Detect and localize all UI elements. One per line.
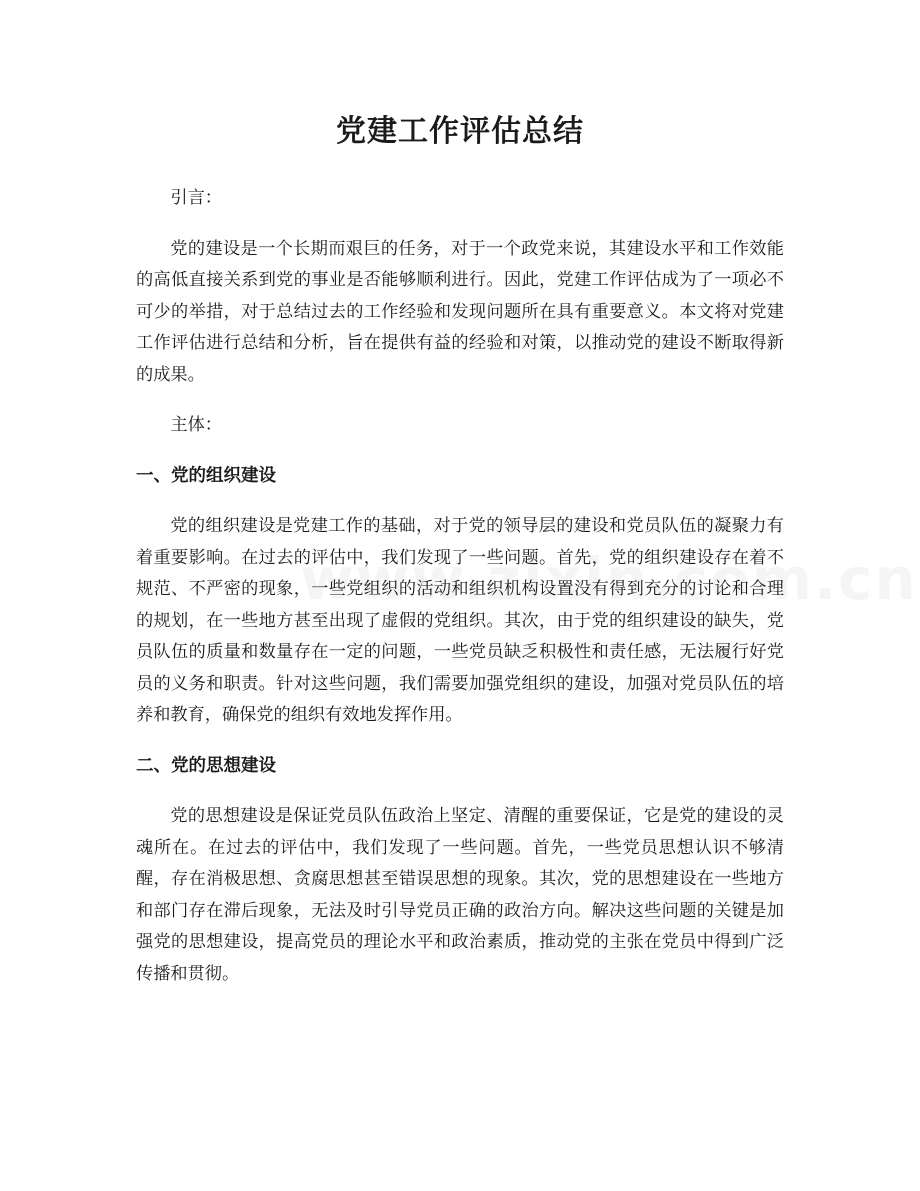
document-content xyxy=(136,108,784,1009)
intro-paragraph: 党的建设是一个长期而艰巨的任务，对于一个政党来说，其建设水平和工作效能的高低直接关系到党的事业是否能够顺利进行。因此，党建工作评估成为了一项必不可少的举措，对于总结过去的工作经验和发现问题所在具有重要意义。本文将对党建工作评估进行总结和分析，旨在提供有益的经验和对策，以推动党的建设不断取得新的成果。 xyxy=(136,238,784,385)
body-label: 主体： xyxy=(170,415,222,435)
section-paragraph-ideology: 党的思想建设是保证党员队伍政治上坚定、清醒的重要保证，它是党的建设的灵魂所在。在过去的评估中，我们发现了一些问题。首先，一些党员思想认识不够清醒，存在消极思想、贪腐思想甚至错误思想的现象。其次，党的思想建设在一些地方和部门存在滞后现象，无法及时引导党员正确的政治方向。解决这些问题的关键是加强党的思想建设，提高党员的理论水平和政治素质，推动党的主张在党员中得到广泛传播和贯彻。 xyxy=(136,806,784,984)
section-heading-ideology: 二、党的思想建设 xyxy=(136,755,276,776)
intro-label: 引言： xyxy=(170,188,222,208)
section-paragraph-organization: 党的组织建设是党建工作的基础，对于党的领导层的建设和党员队伍的凝聚力有着重要影响。在过去的评估中，我们发现了一些问题。首先，党的组织建设存在着不规范、不严密的现象，一些党组织的活动和组织机构设置没有得到充分的讨论和合理的规划，在一些地方甚至出现了虚假的党组织。其次，由于党的组织建设的缺失，党员队伍的质量和数量存在一定的问题，一些党员缺乏积极性和责任感，无法履行好党员的义务和职责。针对这些问题，我们需要加强党组织的建设，加强对党员队伍的培养和教育，确保党的组织有效地发挥作用。 xyxy=(136,516,784,725)
section-heading-organization: 一、党的组织建设 xyxy=(136,465,276,486)
page-title: 党建工作评估总结 xyxy=(336,114,584,149)
